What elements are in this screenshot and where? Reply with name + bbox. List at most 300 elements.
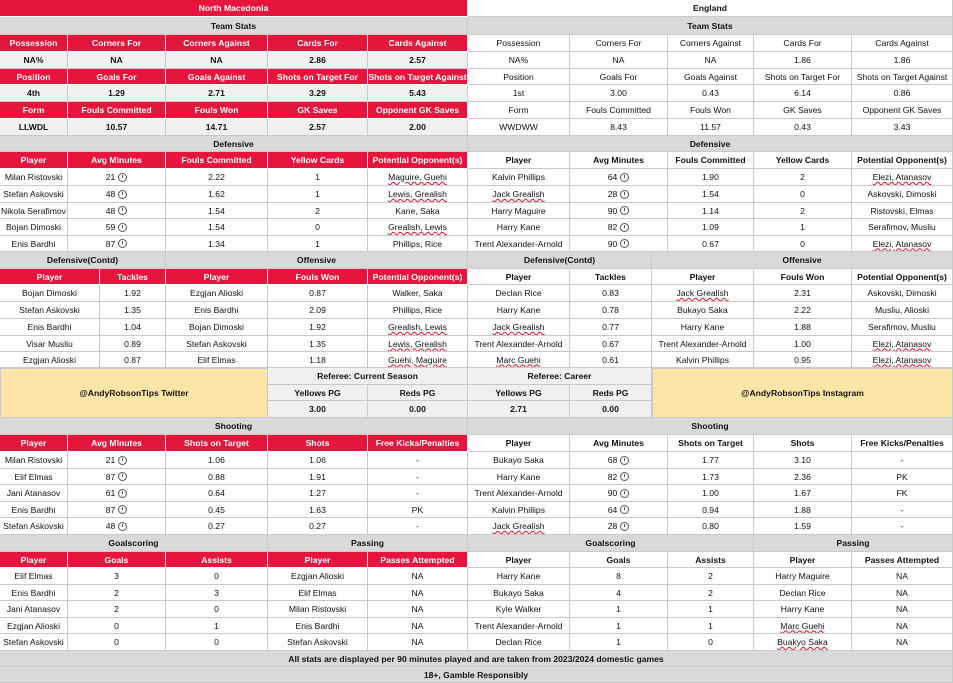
goal-pass-cell-mk-text: 3 [114, 571, 119, 581]
shooting-cell-mk [368, 485, 468, 502]
section-title-offensive-en-text: Offensive [782, 255, 822, 265]
goal-pass-cell-en [468, 568, 570, 585]
contd-offensive-cell-en-text: 1.88 [794, 322, 811, 332]
goal-pass-header-player-mk [268, 552, 368, 568]
defensive-cell-mk [166, 203, 268, 219]
team-stat-header-cards-against-en-text: Cards Against [875, 38, 929, 48]
contd-offensive-header-tackles-mk [100, 269, 166, 285]
contd-offensive-cell-mk [166, 352, 268, 368]
shooting-header-shots-mk [268, 435, 368, 452]
contd-offensive-cell-mk-text: Ezgjan Alioski [22, 354, 77, 365]
defensive-cell-en [468, 203, 570, 219]
defensive-cell-mk-text: 48 [105, 205, 116, 216]
twitter-handle [0, 368, 268, 418]
goal-pass-cell-en [754, 618, 852, 634]
contd-offensive-cell-en-text: Serafimov, Musliu [868, 322, 936, 332]
team-stat-header-corners-against-mk [166, 35, 268, 52]
shooting-cell-en [754, 502, 852, 518]
shooting-cell-mk [68, 518, 166, 535]
goal-pass-cell-en-text: 1 [708, 620, 713, 631]
shooting-cell-en [852, 502, 953, 518]
team-stat-header-goals-against-mk [166, 69, 268, 85]
contd-offensive-cell-mk-text: 1.35 [124, 305, 141, 315]
defensive-cell-mk [166, 186, 268, 203]
team-stat-value-en [570, 119, 668, 136]
team-stat-header-goals-for-mk-text: Goals For [96, 71, 137, 82]
contd-offensive-cell-mk [368, 285, 468, 302]
contd-offensive-header-potential-opponent-s-en-text: Potential Opponent(s) [857, 271, 947, 282]
shooting-header-player-en [468, 435, 570, 452]
contd-offensive-header-potential-opponent-s-en [852, 269, 953, 285]
goal-pass-cell-en-text: 1 [616, 604, 621, 614]
shooting-header-avg-minutes-en [570, 435, 668, 452]
defensive-cell-en-text: Ristovski, Elmas [870, 205, 934, 216]
shooting-cell-mk [68, 452, 166, 469]
defensive-cell-en-text: 1 [800, 222, 805, 232]
stopwatch-icon [118, 206, 127, 215]
defensive-cell-en-text: Elezi, Atanasov [872, 172, 932, 182]
goal-pass-cell-en-text: 1 [708, 604, 713, 614]
contd-offensive-header-tackles-en-text: Tackles [595, 271, 626, 282]
shooting-cell-en [668, 452, 754, 469]
section-title-defensive-en [468, 136, 953, 152]
defensive-cell-en [852, 203, 953, 219]
referee-career-yellows-text: 2.71 [510, 404, 527, 414]
goal-pass-header-passes-attempted-mk [368, 552, 468, 568]
contd-offensive-cell-en [570, 319, 652, 336]
team-stat-header-corners-for-mk-text: Corners For [91, 38, 142, 48]
defensive-cell-mk-text: Grealish, Lewis [388, 222, 447, 232]
shooting-header-shots-en-text: Shots [790, 438, 815, 448]
contd-offensive-cell-en-text: 0.61 [602, 354, 619, 365]
contd-offensive-cell-en-text: 0.83 [602, 288, 619, 298]
team-stat-header-shots-on-target-for-en-text: Shots on Target For [764, 71, 841, 82]
goal-pass-cell-en [668, 568, 754, 585]
defensive-cell-mk [68, 186, 166, 203]
stopwatch-icon [118, 505, 127, 514]
shooting-cell-mk [68, 469, 166, 485]
team-stat-value-mk [368, 52, 468, 69]
shooting-cell-mk-text: - [416, 455, 419, 465]
contd-offensive-header-player-en [468, 269, 570, 285]
goal-pass-cell-mk-text: Milan Ristovski [288, 604, 347, 614]
shooting-cell-en-text: Jack Grealish [492, 521, 545, 531]
shooting-cell-mk [166, 518, 268, 535]
shooting-header-avg-minutes-mk [68, 435, 166, 452]
stopwatch-icon [118, 489, 127, 498]
referee-current-reds [368, 401, 468, 418]
defensive-header-fouls-committed-en [668, 152, 754, 169]
shooting-cell-en [852, 518, 953, 535]
goal-pass-cell-en [468, 585, 570, 601]
contd-offensive-header-fouls-won-en [754, 269, 852, 285]
defensive-cell-mk [68, 169, 166, 186]
shooting-cell-mk-text: - [416, 488, 419, 498]
shooting-cell-mk-text: - [416, 471, 419, 482]
team-stat-header-gk-saves-mk [268, 102, 368, 119]
contd-offensive-header-fouls-won-mk [268, 269, 368, 285]
section-title-defensive-mk [0, 136, 468, 152]
contd-offensive-cell-en-text: Trent Alexander-Arnold [474, 338, 563, 349]
defensive-cell-mk-text: 0 [315, 222, 320, 232]
defensive-cell-en-text: 82 [607, 222, 618, 232]
team-stat-value-mk-text: NA [110, 55, 123, 65]
team-stat-value-mk [0, 52, 68, 69]
goal-pass-cell-en-text: 1 [616, 637, 621, 647]
team-stat-header-fouls-won-en-text: Fouls Won [690, 105, 731, 115]
referee-career-yellows [468, 401, 570, 418]
team-stat-value-en [852, 119, 953, 136]
shooting-header-free-kicks-penalties-mk [368, 435, 468, 452]
contd-offensive-cell-en [754, 352, 852, 368]
defensive-cell-en-text: Trent Alexander-Arnold [474, 238, 563, 249]
referee-career-yellows-header [468, 385, 570, 401]
team-stat-header-possession-mk [0, 35, 68, 52]
stopwatch-icon [620, 472, 629, 481]
team-stat-header-cards-against-en [852, 35, 953, 52]
team-stat-value-en [754, 52, 852, 69]
team-stat-header-fouls-won-mk [166, 102, 268, 119]
goal-pass-cell-en-text: 2 [708, 587, 713, 598]
section-title-passing-mk-text: Passing [351, 538, 384, 548]
contd-offensive-cell-mk [0, 336, 100, 352]
defensive-cell-mk [268, 169, 368, 186]
goal-pass-cell-mk-text: 2 [114, 604, 119, 614]
contd-offensive-cell-mk-text: 1.04 [124, 322, 141, 332]
defensive-cell-en-text: 90 [607, 238, 618, 249]
contd-offensive-cell-mk-text: 1.92 [124, 288, 141, 298]
contd-offensive-cell-mk-text: 1.18 [309, 354, 326, 365]
defensive-cell-en-text: 1.90 [702, 172, 719, 182]
team-stat-header-shots-on-target-against-mk-text: Shots on Target Against [368, 71, 467, 82]
team-stat-value-mk-text: LLWDL [18, 122, 49, 132]
defensive-cell-en [852, 186, 953, 203]
shooting-cell-en-text: 0.94 [702, 504, 719, 515]
contd-offensive-cell-mk-text: Bojan Dimoski [189, 322, 244, 332]
goal-pass-cell-mk-text: 0 [114, 637, 119, 647]
team-stat-value-en [468, 119, 570, 136]
shooting-cell-en [468, 469, 570, 485]
goal-pass-cell-en [852, 634, 953, 651]
shooting-cell-en [852, 485, 953, 502]
defensive-header-potential-opponent-s-en [852, 152, 953, 169]
defensive-cell-en [468, 169, 570, 186]
team-stat-value-mk-text: 3.29 [309, 88, 326, 98]
section-title-goalscoring-mk-text: Goalscoring [108, 538, 159, 548]
team-stat-value-en-text: 0.43 [794, 122, 811, 132]
team-stat-value-mk [0, 119, 68, 136]
defensive-header-yellow-cards-mk-text: Yellow Cards [290, 155, 345, 165]
shooting-cell-en [668, 485, 754, 502]
defensive-cell-mk [68, 203, 166, 219]
defensive-header-avg-minutes-mk [68, 152, 166, 169]
stopwatch-icon [620, 173, 629, 182]
defensive-cell-en [852, 236, 953, 252]
team-stat-header-possession-en [468, 35, 570, 52]
goal-pass-cell-mk-text: Stefan Askovski [287, 637, 348, 647]
shooting-cell-en [852, 452, 953, 469]
contd-offensive-header-player-mk-text: Player [36, 271, 63, 282]
contd-offensive-header-potential-opponent-s-mk-text: Potential Opponent(s) [372, 271, 463, 282]
defensive-cell-mk-text: 1.62 [208, 189, 225, 199]
shooting-cell-mk [0, 452, 68, 469]
goal-pass-cell-en [668, 634, 754, 651]
referee-career-title [468, 368, 652, 385]
shooting-cell-en [570, 485, 668, 502]
defensive-cell-mk-text: Milan Ristovski [4, 172, 63, 182]
team-stat-header-fouls-committed-mk [68, 102, 166, 119]
referee-current-reds-header [368, 385, 468, 401]
goal-pass-cell-mk-text: 0 [214, 637, 219, 647]
team-stat-header-goals-for-en-text: Goals For [599, 71, 638, 82]
shooting-cell-en-text: 2.36 [794, 471, 811, 482]
defensive-cell-mk [0, 236, 68, 252]
referee-current-yellows-text: 3.00 [309, 404, 326, 414]
team-stat-header-position-mk-text: Position [16, 71, 51, 82]
shooting-cell-en-text: 1.00 [702, 488, 719, 498]
defensive-cell-mk-text: Kane, Saka [395, 205, 440, 216]
shooting-header-player-mk [0, 435, 68, 452]
team-stat-header-fouls-committed-mk-text: Fouls Committed [81, 105, 152, 115]
shooting-cell-mk [68, 485, 166, 502]
defensive-cell-mk [166, 169, 268, 186]
defensive-cell-mk [166, 219, 268, 236]
shooting-cell-mk [166, 485, 268, 502]
shooting-cell-en-text: 68 [607, 455, 618, 465]
referee-current-reds-header-text: Reds PG [399, 387, 436, 398]
goal-pass-cell-en [754, 634, 852, 651]
shooting-cell-mk [0, 469, 68, 485]
goal-pass-cell-mk [268, 585, 368, 601]
goal-pass-cell-mk [68, 634, 166, 651]
defensive-cell-en [754, 219, 852, 236]
shooting-cell-en [468, 518, 570, 535]
contd-offensive-cell-en-text: Bukayo Saka [677, 305, 728, 315]
goal-pass-cell-mk-text: 0 [214, 571, 219, 581]
contd-offensive-cell-mk-text: 0.87 [309, 288, 326, 298]
twitter-handle-text: @AndyRobsonTips Twitter [79, 388, 189, 398]
goal-pass-cell-en [754, 585, 852, 601]
goal-pass-header-goals-en [570, 552, 668, 568]
contd-offensive-cell-mk [368, 302, 468, 319]
shooting-cell-en-text: 64 [607, 504, 618, 515]
defensive-cell-mk-text: Maguire, Guehi [388, 172, 447, 182]
section-title-team-stats-en-text: Team Stats [687, 20, 733, 31]
shooting-cell-en-text: Bukayo Saka [493, 455, 544, 465]
team-stat-header-fouls-won-mk-text: Fouls Won [194, 105, 239, 115]
team-stat-header-goals-for-en [570, 69, 668, 85]
team-stat-header-goals-against-mk-text: Goals Against [187, 71, 246, 82]
defensive-cell-en [468, 186, 570, 203]
goal-pass-cell-en [570, 585, 668, 601]
stopwatch-icon [620, 206, 629, 215]
stopwatch-icon [118, 173, 127, 182]
shooting-cell-mk [368, 518, 468, 535]
contd-offensive-cell-mk [166, 302, 268, 319]
team-stat-header-form-en [468, 102, 570, 119]
team-stat-header-opponent-gk-saves-en [852, 102, 953, 119]
defensive-cell-mk [268, 236, 368, 252]
goal-pass-cell-mk [368, 634, 468, 651]
team-stat-header-cards-for-en [754, 35, 852, 52]
goal-pass-cell-mk-text: NA [411, 637, 424, 647]
shooting-cell-en-text: 1.88 [794, 504, 811, 515]
goal-pass-header-player-mk [0, 552, 68, 568]
defensive-header-fouls-committed-mk-text: Fouls Committed [181, 155, 252, 165]
defensive-cell-mk-text: 1.34 [208, 238, 225, 249]
defensive-header-yellow-cards-en [754, 152, 852, 169]
goal-pass-cell-en [570, 634, 668, 651]
shooting-cell-en [852, 469, 953, 485]
defensive-cell-en [570, 236, 668, 252]
stopwatch-icon [118, 223, 127, 232]
shooting-cell-en [570, 502, 668, 518]
shooting-cell-mk-text: Enis Bardhi [11, 504, 56, 515]
shooting-cell-mk [268, 485, 368, 502]
contd-offensive-header-player-mk-text: Player [203, 271, 230, 282]
goal-pass-cell-mk [268, 568, 368, 585]
shooting-cell-en [754, 469, 852, 485]
team-stat-value-en-text: NA [704, 55, 717, 65]
contd-offensive-cell-mk [166, 319, 268, 336]
team-stat-value-en [754, 119, 852, 136]
defensive-cell-en [852, 169, 953, 186]
contd-offensive-cell-en [570, 302, 652, 319]
contd-offensive-cell-en-text: Musliu, Alioski [875, 305, 929, 315]
shooting-cell-mk [0, 485, 68, 502]
contd-offensive-cell-en [852, 336, 953, 352]
defensive-cell-en-text: Jack Grealish [492, 189, 545, 199]
goal-pass-header-player-mk-text: Player [304, 554, 331, 565]
contd-offensive-cell-mk [100, 319, 166, 336]
contd-offensive-cell-mk-text: Ezgjan Alioski [189, 288, 244, 298]
stopwatch-icon [620, 522, 629, 531]
shooting-cell-en-text: - [900, 521, 904, 531]
team-stat-value-mk-text: 1.29 [108, 88, 125, 98]
defensive-cell-en [754, 203, 852, 219]
referee-current-title-text: Referee: Current Season [317, 371, 418, 381]
contd-offensive-cell-mk [268, 336, 368, 352]
goal-pass-cell-en-text: 4 [616, 587, 621, 598]
defensive-header-fouls-committed-mk [166, 152, 268, 169]
goal-pass-cell-mk [166, 585, 268, 601]
team-name-mk-text: North Macedonia [198, 3, 269, 13]
contd-offensive-header-player-en-text: Player [689, 271, 716, 282]
shooting-cell-en [468, 502, 570, 518]
team-stat-header-cards-for-mk-text: Cards For [297, 38, 338, 48]
defensive-cell-mk [368, 203, 468, 219]
defensive-cell-mk [268, 186, 368, 203]
team-stat-value-en [468, 52, 570, 69]
shooting-header-shots-on-target-mk-text: Shots on Target [184, 438, 249, 448]
goal-pass-cell-mk [268, 601, 368, 618]
shooting-cell-mk-text: PK [411, 504, 424, 515]
contd-offensive-cell-mk [100, 336, 166, 352]
goal-pass-cell-mk-text: Enis Bardhi [295, 620, 340, 631]
contd-offensive-cell-en-text: Elezi, Atanasov [872, 354, 932, 365]
contd-offensive-cell-en [754, 336, 852, 352]
team-name-en [468, 0, 953, 17]
team-stat-value-mk [166, 119, 268, 136]
defensive-cell-mk-text: 87 [105, 238, 116, 249]
shooting-header-shots-on-target-mk [166, 435, 268, 452]
defensive-cell-en [570, 203, 668, 219]
goal-pass-cell-mk-text: 0 [214, 604, 219, 614]
goal-pass-cell-en-text: Trent Alexander-Arnold [474, 620, 563, 631]
defensive-cell-mk [166, 236, 268, 252]
team-stat-header-cards-against-mk-text: Cards Against [388, 38, 447, 48]
defensive-cell-mk-text: 2.22 [208, 172, 225, 182]
contd-offensive-cell-en-text: Marc Guehi [496, 354, 541, 365]
section-title-team-stats-mk [0, 17, 468, 35]
contd-offensive-cell-mk-text: Guehi, Maguire [388, 354, 447, 365]
contd-offensive-cell-en [468, 285, 570, 302]
team-stat-value-en-text: WWDWW [499, 122, 538, 132]
goal-pass-cell-en [852, 601, 953, 618]
defensive-cell-en [668, 219, 754, 236]
contd-offensive-cell-en [852, 302, 953, 319]
goal-pass-cell-mk [0, 634, 68, 651]
contd-offensive-cell-en-text: 0.78 [602, 305, 619, 315]
contd-offensive-cell-mk-text: Stefan Askovski [19, 305, 80, 315]
goal-pass-cell-en [852, 618, 953, 634]
team-stat-header-form-mk [0, 102, 68, 119]
defensive-cell-en-text: 64 [607, 172, 618, 182]
footer-gamble [0, 667, 953, 683]
shooting-header-player-mk-text: Player [20, 438, 47, 448]
referee-career-title-text: Referee: Career [527, 371, 592, 381]
section-title-shooting-en-text: Shooting [691, 421, 729, 431]
defensive-cell-en-text: 2 [800, 205, 805, 216]
contd-offensive-cell-mk [268, 285, 368, 302]
section-title-shooting-mk-text: Shooting [214, 421, 253, 431]
goal-pass-cell-en-text: Harry Maguire [775, 571, 830, 581]
defensive-cell-mk-text: 2 [315, 205, 320, 216]
goal-pass-cell-en [754, 568, 852, 585]
team-stat-header-goals-against-en-text: Goals Against [683, 71, 738, 82]
shooting-header-shots-on-target-en-text: Shots on Target [678, 438, 743, 448]
goal-pass-cell-en-text: 0 [708, 637, 713, 647]
goal-pass-cell-en-text: Declan Rice [779, 587, 826, 598]
team-stat-value-en-text: 1.86 [893, 55, 911, 65]
section-title-passing-mk [268, 535, 468, 552]
stopwatch-icon [118, 190, 127, 199]
section-title-offensive-en [652, 252, 953, 269]
team-stat-value-mk-text: 2.71 [208, 88, 225, 98]
defensive-cell-mk-text: Enis Bardhi [11, 238, 56, 249]
goal-pass-cell-en-text: NA [896, 604, 908, 614]
shooting-cell-en-text: - [900, 504, 904, 515]
contd-offensive-header-player-mk [0, 269, 100, 285]
defensive-header-avg-minutes-mk-text: Avg Minutes [91, 155, 142, 165]
goal-pass-header-assists-en [668, 552, 754, 568]
team-stat-value-mk-text: 2.57 [409, 55, 426, 65]
defensive-header-yellow-cards-en-text: Yellow Cards [775, 155, 830, 165]
shooting-cell-en [668, 469, 754, 485]
team-stat-header-gk-saves-mk-text: GK Saves [297, 105, 338, 115]
shooting-cell-en-text: - [900, 455, 904, 465]
goal-pass-cell-mk-text: 1 [214, 620, 219, 631]
goal-pass-cell-mk-text: Ezgjan Alioski [290, 571, 345, 581]
goal-pass-header-player-en [754, 552, 852, 568]
team-stat-value-mk [268, 119, 368, 136]
contd-offensive-header-tackles-mk-text: Tackles [117, 271, 148, 282]
contd-offensive-cell-mk-text: Enis Bardhi [27, 322, 72, 332]
goal-pass-cell-en [570, 568, 668, 585]
contd-offensive-cell-mk [268, 319, 368, 336]
shooting-cell-mk-text: 87 [105, 504, 116, 515]
contd-offensive-cell-mk [268, 302, 368, 319]
